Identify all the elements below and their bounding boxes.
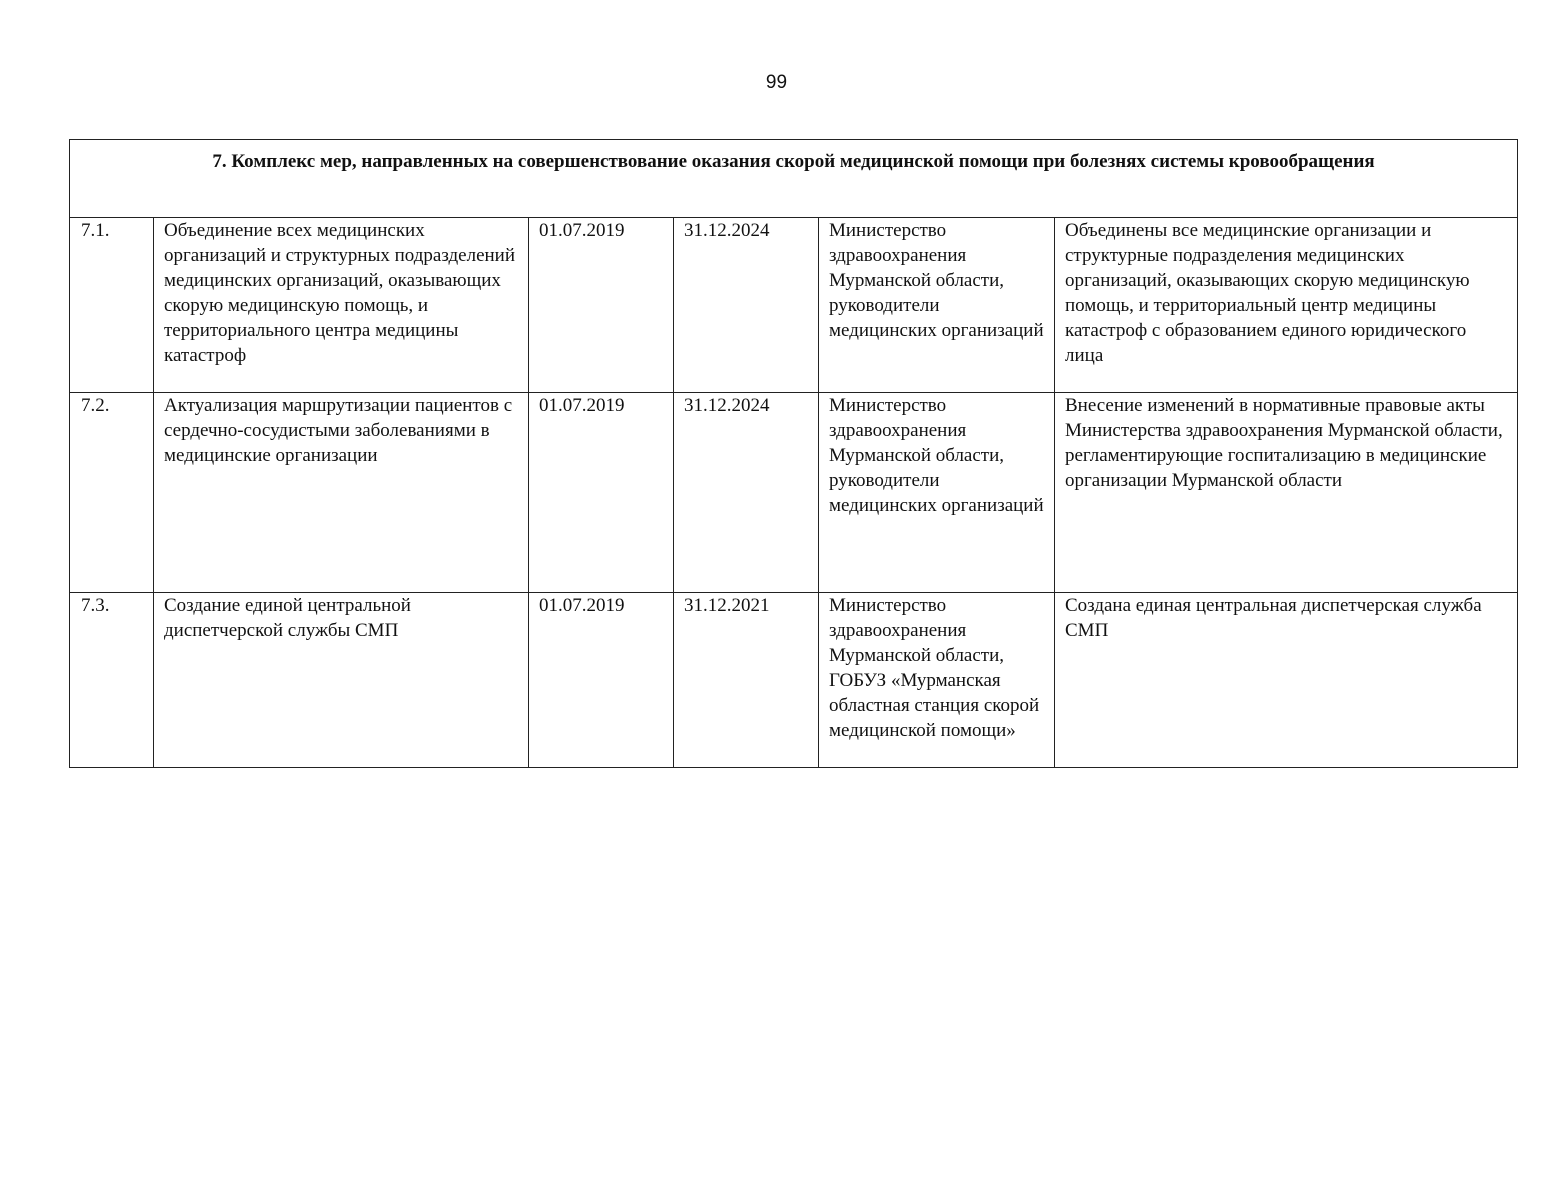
table-row: [70, 218, 1518, 393]
table-row: [70, 593, 1518, 768]
responsible-cell: Министерство здравоохранения Мурманской области, ГОБУЗ «Мурманская областная станция скорой медицинской помощи»: [819, 593, 1055, 768]
responsible-cell: Министерство здравоохранения Мурманской области, руководители медицинских организаций: [819, 393, 1055, 593]
section-title: 7. Комплекс мер, направленных на совершенствование оказания скорой медицинской помощи при болезнях системы кровообращения: [70, 140, 1518, 218]
start-date-cell: 01.07.2019: [529, 218, 674, 393]
activity-cell: Создание единой центральной диспетчерской службы СМП: [154, 593, 529, 768]
start-date-cell: 01.07.2019: [529, 593, 674, 768]
activity-cell: Актуализация маршрутизации пациентов с сердечно-сосудистыми заболеваниями в медицинские организации: [154, 393, 529, 593]
activity-cell: Объединение всех медицинских организаций и структурных подразделений медицинских организаций, оказывающих скорую медицинскую помощь, и территориального центра медицины катастроф: [154, 218, 529, 393]
end-date-cell: 31.12.2021: [674, 593, 819, 768]
table-row: [70, 393, 1518, 593]
end-date-cell: 31.12.2024: [674, 393, 819, 593]
responsible-cell: Министерство здравоохранения Мурманской области, руководители медицинских организаций: [819, 218, 1055, 393]
result-cell: Внесение изменений в нормативные правовые акты Министерства здравоохранения Мурманской области, регламентирующие госпитализацию в медицинские организации Мурманской области: [1055, 393, 1518, 593]
result-cell: Создана единая центральная диспетчерская служба СМП: [1055, 593, 1518, 768]
page-number: 99: [765, 72, 788, 93]
measures-table: [69, 139, 1518, 768]
row-number: 7.2.: [70, 393, 154, 593]
row-number: 7.1.: [70, 218, 154, 393]
row-number: 7.3.: [70, 593, 154, 768]
start-date-cell: 01.07.2019: [529, 393, 674, 593]
result-cell: Объединены все медицинские организации и структурные подразделения медицинских организаций, оказывающих скорую медицинскую помощь, и территориальный центр медицины катастроф с образованием единого юридического лица: [1055, 218, 1518, 393]
end-date-cell: 31.12.2024: [674, 218, 819, 393]
section-header-row: [70, 140, 1518, 218]
